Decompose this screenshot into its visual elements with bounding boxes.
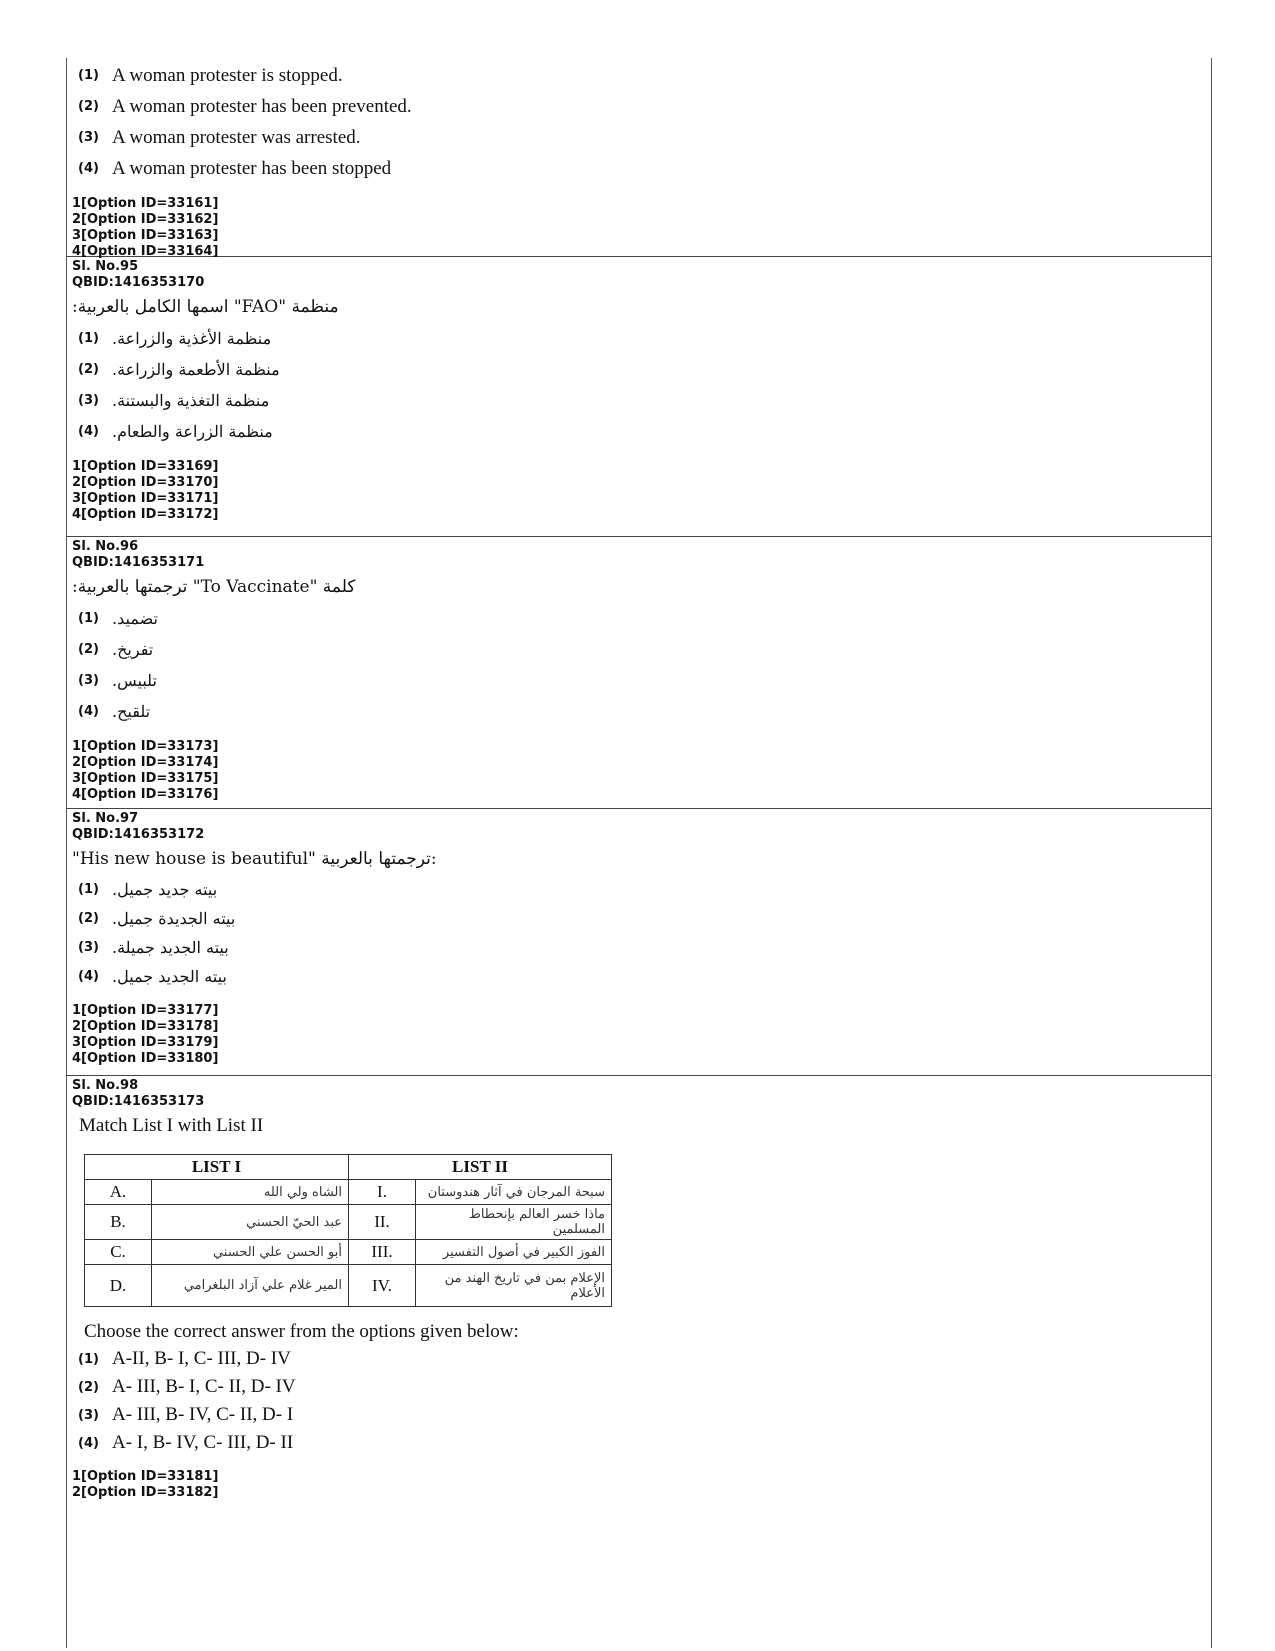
option-text: منظمة التغذية والبستنة.: [112, 391, 270, 410]
option-number: (3): [78, 940, 99, 955]
option-row: [72, 904, 1211, 933]
list-two-item: ماذا خسر العالم بإنحطاط المسلمين: [416, 1205, 612, 1240]
option-number: (3): [78, 130, 99, 145]
list-one-item: أبو الحسن علي الحسني: [152, 1240, 349, 1265]
option-row: [72, 603, 1211, 634]
option-number: (2): [78, 1379, 99, 1395]
option-number: (2): [78, 99, 99, 114]
option-row: [72, 1401, 1211, 1429]
instruction-text: Choose the correct answer from the options given below:: [84, 1321, 519, 1342]
option-id: 3[Option ID=33163]: [72, 228, 219, 243]
option-text: بيته الجديد جميلة.: [112, 938, 229, 957]
option-number: (4): [78, 969, 99, 984]
option-number: (3): [78, 673, 99, 688]
option-id: 2[Option ID=33178]: [72, 1019, 219, 1034]
table-row: [85, 1180, 612, 1205]
question-id: QBID:1416353171: [72, 555, 205, 570]
question-id: QBID:1416353170: [72, 275, 205, 290]
option-row: [72, 1373, 1211, 1401]
match-table: [84, 1154, 612, 1307]
option-row: [72, 153, 1211, 184]
option-number: (2): [78, 362, 99, 377]
option-text: A woman protester has been prevented.: [112, 95, 412, 117]
option-id: 4[Option ID=33180]: [72, 1051, 219, 1066]
option-row: [72, 385, 1211, 416]
option-text: منظمة الأغذية والزراعة.: [112, 329, 272, 348]
list-one-item: المير غلام علي آزاد البلغرامي: [152, 1265, 349, 1307]
question-stem: كلمة "To Vaccinate" ترجمتها بالعربية:: [72, 577, 356, 597]
option-row: [72, 1345, 1211, 1373]
option-id: 2[Option ID=33170]: [72, 475, 219, 490]
option-id: 4[Option ID=33164]: [72, 244, 219, 259]
list-one-letter: B.: [85, 1205, 152, 1240]
option-number: (1): [78, 1351, 99, 1367]
option-row: [72, 122, 1211, 153]
list-two-header: LIST II: [349, 1155, 612, 1180]
option-row: [72, 634, 1211, 665]
option-id: 3[Option ID=33179]: [72, 1035, 219, 1050]
option-number: (1): [78, 611, 99, 626]
question-stem: منظمة "FAO" اسمها الكامل بالعربية:: [72, 297, 339, 317]
option-id: 3[Option ID=33171]: [72, 491, 219, 506]
option-text: تلقيح.: [112, 702, 151, 721]
option-row: [72, 933, 1211, 962]
option-text: منظمة الأطعمة والزراعة.: [112, 360, 280, 379]
list-two-item: سبحة المرجان في آثار هندوستان: [416, 1180, 612, 1205]
option-id: 4[Option ID=33172]: [72, 507, 219, 522]
list-one-item: الشاه ولي الله: [152, 1180, 349, 1205]
option-text: A woman protester was arrested.: [112, 126, 361, 148]
option-row: [72, 875, 1211, 904]
option-text: تضميد.: [112, 609, 158, 628]
question-97: [67, 809, 1211, 1076]
option-id: 1[Option ID=33161]: [72, 196, 219, 211]
table-header-row: [85, 1155, 612, 1180]
option-text: A woman protester has been stopped: [112, 157, 392, 179]
question-96: [67, 537, 1211, 809]
option-id: 3[Option ID=33175]: [72, 771, 219, 786]
option-number: (1): [78, 68, 99, 83]
question-paper-page: [66, 58, 1212, 1648]
option-text: A- III, B- I, C- II, D- IV: [112, 1376, 296, 1397]
list-two-numeral: I.: [349, 1180, 416, 1205]
option-number: (2): [78, 911, 99, 926]
option-text: A woman protester is stopped.: [112, 64, 343, 86]
option-row: [72, 91, 1211, 122]
option-id-list: [72, 1469, 1211, 1501]
option-id: 1[Option ID=33173]: [72, 739, 219, 754]
list-one-item: عبد الحيّ الحسني: [152, 1205, 349, 1240]
option-id: 2[Option ID=33162]: [72, 212, 219, 227]
question-98: [67, 1076, 1211, 1505]
option-row: [72, 962, 1211, 991]
option-text: تفريخ.: [112, 640, 154, 659]
question-stem: "His new house is beautiful" ترجمتها بالعربية:: [72, 849, 437, 869]
option-row: [72, 354, 1211, 385]
list-one-letter: A.: [85, 1180, 152, 1205]
list-two-numeral: IV.: [349, 1265, 416, 1307]
option-text: A- I, B- IV, C- III, D- II: [112, 1432, 294, 1453]
option-number: (4): [78, 161, 99, 176]
table-row: [85, 1240, 612, 1265]
option-number: (4): [78, 704, 99, 719]
table-row: [85, 1265, 612, 1307]
option-number: (3): [78, 393, 99, 408]
option-number: (4): [78, 1435, 99, 1451]
option-row: [72, 1429, 1211, 1457]
option-number: (3): [78, 1407, 99, 1423]
list-two-item: الفوز الكبير في أصول التفسير: [416, 1240, 612, 1265]
option-text: A- III, B- IV, C- II, D- I: [112, 1404, 294, 1425]
serial-number: Sl. No.97: [72, 811, 139, 826]
serial-number: Sl. No.98: [72, 1078, 139, 1093]
list-two-item: الإعلام بمن في تاريخ الهند من الأعلام: [416, 1265, 612, 1307]
option-id: 1[Option ID=33181]: [72, 1469, 219, 1484]
list-one-letter: C.: [85, 1240, 152, 1265]
option-text: بيته الجديد جميل.: [112, 967, 227, 986]
question-94-tail: [67, 58, 1211, 257]
option-row: [72, 696, 1211, 727]
option-text: A-II, B- I, C- III, D- IV: [112, 1348, 291, 1369]
option-id: 2[Option ID=33182]: [72, 1485, 219, 1500]
option-text: بيته جديد جميل.: [112, 880, 218, 899]
question-id: QBID:1416353173: [72, 1094, 205, 1109]
option-id: 1[Option ID=33177]: [72, 1003, 219, 1018]
option-id-list: [72, 459, 1211, 523]
option-text: بيته الجديدة جميل.: [112, 909, 236, 928]
list-one-header: LIST I: [85, 1155, 349, 1180]
table-row: [85, 1205, 612, 1240]
option-number: (1): [78, 331, 99, 346]
serial-number: Sl. No.95: [72, 259, 139, 274]
question-stem: Match List I with List II: [79, 1115, 264, 1136]
option-id-list: [72, 1003, 1211, 1067]
option-row: [72, 323, 1211, 354]
option-text: تلبيس.: [112, 671, 157, 690]
option-row: [72, 60, 1211, 91]
question-95: [67, 257, 1211, 537]
option-number: (1): [78, 882, 99, 897]
option-id: 4[Option ID=33176]: [72, 787, 219, 802]
option-number: (2): [78, 642, 99, 657]
option-number: (4): [78, 424, 99, 439]
option-id: 1[Option ID=33169]: [72, 459, 219, 474]
list-two-numeral: II.: [349, 1205, 416, 1240]
question-id: QBID:1416353172: [72, 827, 205, 842]
option-id-list: [72, 739, 1211, 803]
option-row: [72, 416, 1211, 447]
option-id-list: [72, 196, 1211, 260]
option-row: [72, 665, 1211, 696]
option-text: منظمة الزراعة والطعام.: [112, 422, 273, 441]
option-id: 2[Option ID=33174]: [72, 755, 219, 770]
list-one-letter: D.: [85, 1265, 152, 1307]
serial-number: Sl. No.96: [72, 539, 139, 554]
list-two-numeral: III.: [349, 1240, 416, 1265]
